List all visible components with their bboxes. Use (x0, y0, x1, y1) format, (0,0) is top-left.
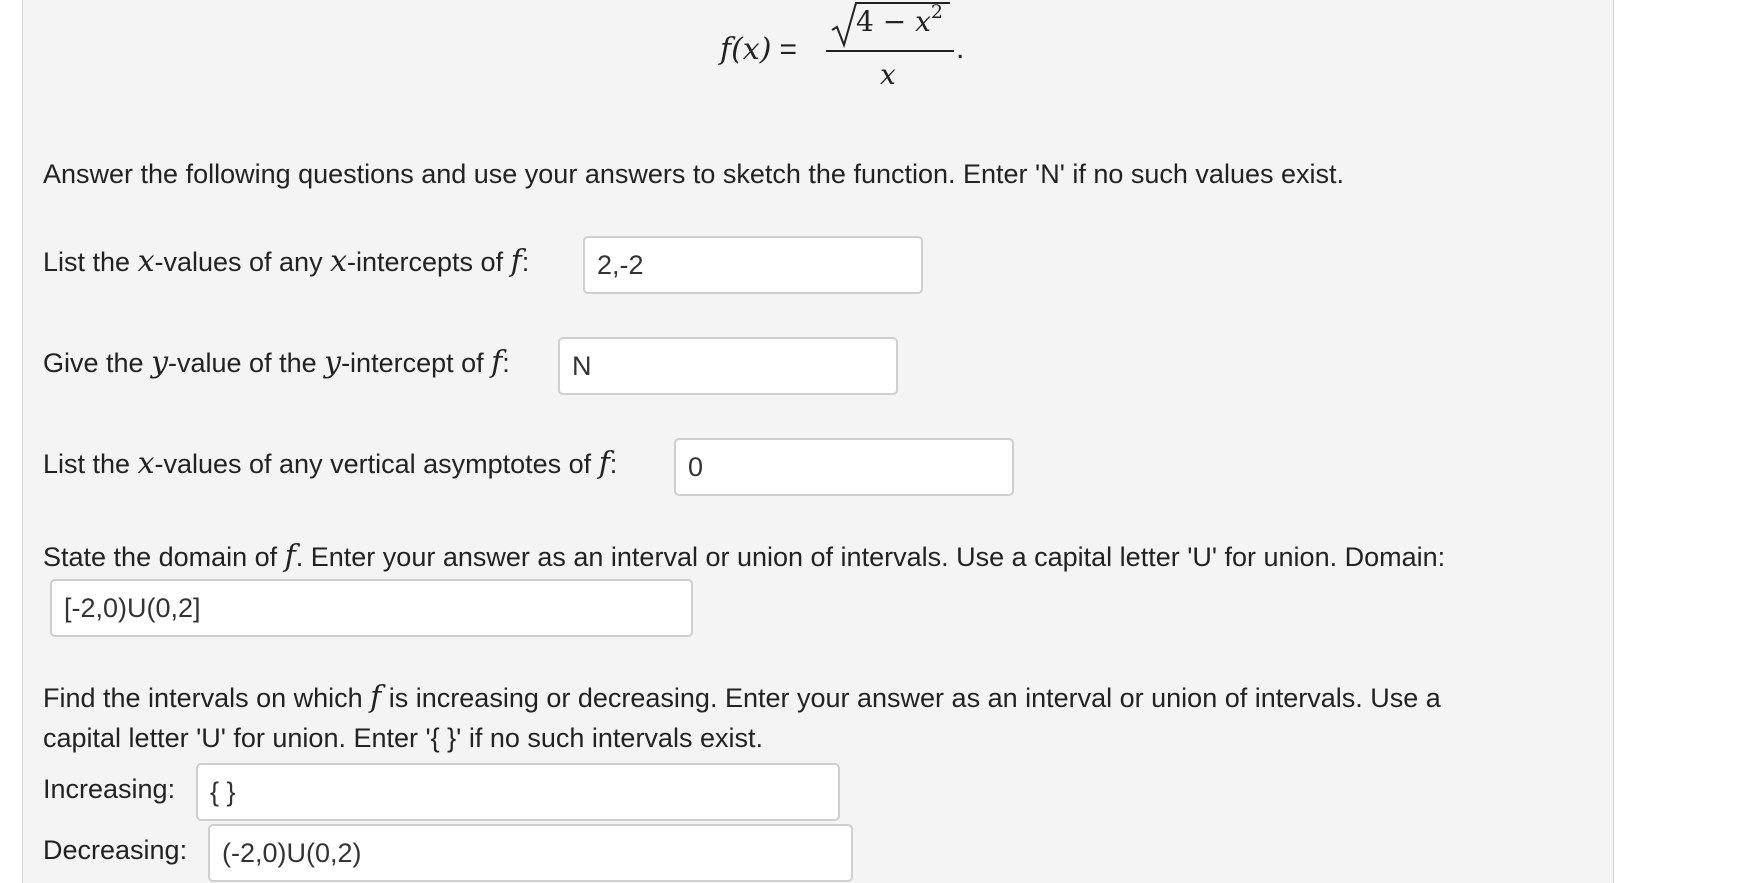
x-intercepts-input[interactable]: 2,-2 (583, 236, 923, 294)
domain-input[interactable]: [-2,0)U(0,2] (50, 579, 693, 637)
formula-period: . (956, 32, 965, 65)
increasing-label: Increasing: (43, 774, 176, 804)
formula-denominator: x (880, 58, 896, 91)
monotonic-instructions-line1: Find the intervals on which f is increasing or decreasing. Enter your answer as an interval or union of intervals. Use a (43, 680, 1441, 715)
fraction-bar (826, 50, 954, 52)
vertical-asymptotes-label: List the x-values of any vertical asymptotes of f: (43, 446, 618, 481)
formula-lhs: f(x) (720, 32, 772, 67)
formula-numerator (830, 0, 950, 48)
radicand-variable: x (915, 5, 931, 38)
question-panel (22, 0, 1614, 883)
instructions-text: Answer the following questions and use your answers to sketch the function. Enter 'N' if no such values exist. (43, 159, 1344, 189)
domain-label: State the domain of f. Enter your answer as an interval or union of intervals. Use a capital letter 'U' for union. Domain: (43, 539, 1446, 574)
decreasing-input[interactable]: (-2,0)U(0,2) (208, 824, 853, 882)
radicand-constant: 4 − (856, 5, 916, 38)
function-formula (720, 0, 980, 100)
formula-equals: = (779, 33, 797, 66)
decreasing-label: Decreasing: (43, 835, 188, 865)
monotonic-instructions-line2: capital letter 'U' for union. Enter '{ }' if no such intervals exist. (43, 723, 763, 753)
radicand-exponent: 2 (930, 1, 943, 23)
vertical-asymptotes-input[interactable]: 0 (674, 438, 1014, 496)
y-intercept-input[interactable]: N (558, 337, 898, 395)
y-intercept-label: Give the y-value of the y-intercept of f: (43, 345, 510, 380)
formula-radicand (856, 1, 943, 38)
increasing-input[interactable]: { } (196, 763, 840, 821)
x-intercepts-label: List the x-values of any x-intercepts of f: (43, 244, 530, 279)
